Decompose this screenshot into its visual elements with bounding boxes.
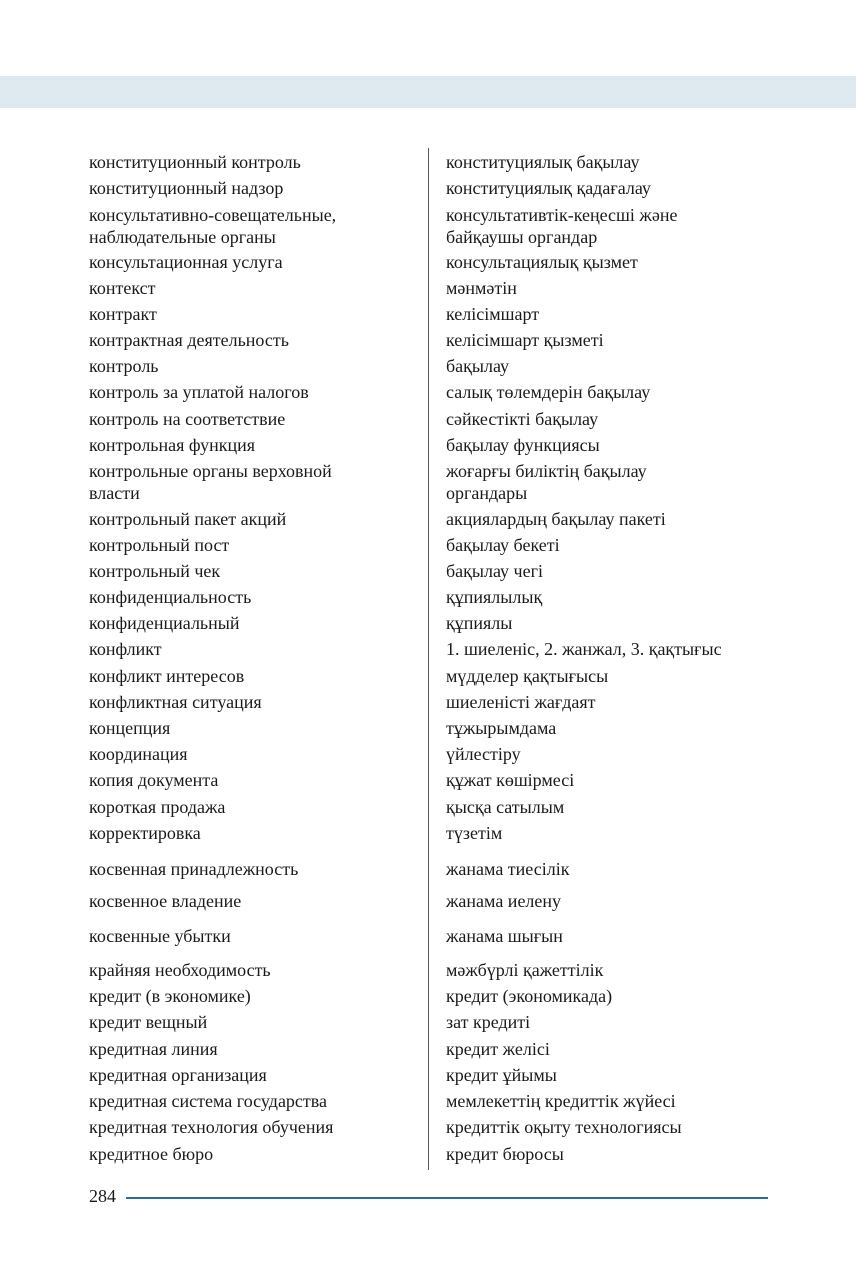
kazakh-term: органдары: [446, 483, 528, 503]
russian-term: кредитная линия: [89, 1039, 218, 1059]
russian-term: конфликт интересов: [89, 666, 245, 686]
kazakh-term: бақылау: [446, 356, 510, 376]
kazakh-term: салық төлемдерін бақылау: [446, 382, 651, 402]
russian-term: кредитная технология обучения: [89, 1117, 334, 1137]
russian-term: копия документа: [89, 770, 219, 790]
kazakh-term: мемлекеттің кредиттік жүйесі: [446, 1091, 676, 1111]
page-number: 284: [89, 1186, 116, 1206]
russian-term: крайняя необходимость: [89, 960, 271, 980]
russian-term: контрольные органы верховной: [89, 461, 332, 481]
kazakh-term: құпиялы: [446, 613, 513, 633]
kazakh-term: келісімшарт қызметі: [446, 330, 604, 350]
column-divider: [428, 148, 429, 1170]
kazakh-term: мәжбүрлі қажеттілік: [446, 960, 604, 980]
russian-term: корректировка: [89, 823, 201, 843]
kazakh-term: конституциялық бақылау: [446, 152, 640, 172]
russian-term: конфиденциальность: [89, 587, 252, 607]
kazakh-term: байқаушы органдар: [446, 227, 598, 247]
kazakh-term: тұжырымдама: [446, 718, 557, 738]
russian-term: контрольный пакет акций: [89, 509, 287, 529]
russian-term: конфиденциальный: [89, 613, 240, 633]
kazakh-term: жанама шығын: [446, 926, 563, 946]
kazakh-term: шиеленісті жағдаят: [446, 692, 596, 712]
kazakh-term: жанама иелену: [446, 891, 562, 911]
russian-term: косвенная принадлежность: [89, 859, 299, 879]
footer-rule: [126, 1197, 768, 1199]
russian-term: конституционный надзор: [89, 178, 284, 198]
russian-term: контроль на соответствие: [89, 409, 286, 429]
kazakh-term: акциялардың бақылау пакеті: [446, 509, 666, 529]
kazakh-term: кредиттік оқыту технологиясы: [446, 1117, 682, 1137]
russian-term: консультационная услуга: [89, 252, 283, 272]
kazakh-term: мәнмәтін: [446, 278, 517, 298]
russian-term: контроль за уплатой налогов: [89, 382, 309, 402]
kazakh-term: құжат көшірмесі: [446, 770, 575, 790]
russian-term: кредитная организация: [89, 1065, 267, 1085]
russian-term: конфликтная ситуация: [89, 692, 262, 712]
kazakh-term: келісімшарт: [446, 304, 540, 324]
russian-term: консультативно-совещательные,: [89, 205, 337, 225]
kazakh-term: құпиялылық: [446, 587, 543, 607]
russian-term: наблюдательные органы: [89, 227, 276, 247]
kazakh-term: түзетім: [446, 823, 503, 843]
kazakh-term: консультациялық қызмет: [446, 252, 638, 272]
russian-term: контракт: [89, 304, 157, 324]
russian-term: контроль: [89, 356, 159, 376]
russian-term: контрактная деятельность: [89, 330, 289, 350]
kazakh-term: мүдделер қақтығысы: [446, 666, 609, 686]
russian-term: кредит вещный: [89, 1012, 208, 1032]
russian-term: кредитная система государства: [89, 1091, 328, 1111]
russian-term: координация: [89, 744, 188, 764]
kazakh-term: үйлестіру: [446, 744, 521, 764]
russian-term: косвенные убытки: [89, 926, 231, 946]
russian-term: концепция: [89, 718, 171, 738]
header-band: [0, 76, 856, 108]
russian-term: контекст: [89, 278, 156, 298]
kazakh-term: бақылау функциясы: [446, 435, 600, 455]
kazakh-term: зат кредиті: [446, 1012, 531, 1032]
russian-term: конституционный контроль: [89, 152, 301, 172]
kazakh-term: конституциялық қадағалау: [446, 178, 651, 198]
kazakh-term: бақылау чегі: [446, 561, 543, 581]
russian-term: контрольная функция: [89, 435, 256, 455]
russian-term: контрольный пост: [89, 535, 230, 555]
kazakh-term: жоғарғы биліктің бақылау: [446, 461, 647, 481]
russian-term: кредитное бюро: [89, 1144, 214, 1164]
kazakh-term: 1. шиеленіс, 2. жанжал, 3. қақтығыс: [446, 639, 722, 659]
kazakh-term: бақылау бекеті: [446, 535, 560, 555]
russian-term: контрольный чек: [89, 561, 221, 581]
kazakh-term: консультативтік-кеңесші және: [446, 205, 678, 225]
kazakh-term: кредит бюросы: [446, 1144, 564, 1164]
kazakh-term: сәйкестікті бақылау: [446, 409, 599, 429]
russian-term: короткая продажа: [89, 797, 226, 817]
kazakh-term: кредит ұйымы: [446, 1065, 557, 1085]
kazakh-term: жанама тиесілік: [446, 859, 570, 879]
russian-term: конфликт: [89, 639, 162, 659]
kazakh-term: кредит (экономикада): [446, 986, 613, 1006]
kazakh-term: кредит желісі: [446, 1039, 550, 1059]
kazakh-term: қысқа сатылым: [446, 797, 565, 817]
russian-term: косвенное владение: [89, 891, 242, 911]
russian-term: кредит (в экономике): [89, 986, 251, 1006]
russian-term: власти: [89, 483, 140, 503]
